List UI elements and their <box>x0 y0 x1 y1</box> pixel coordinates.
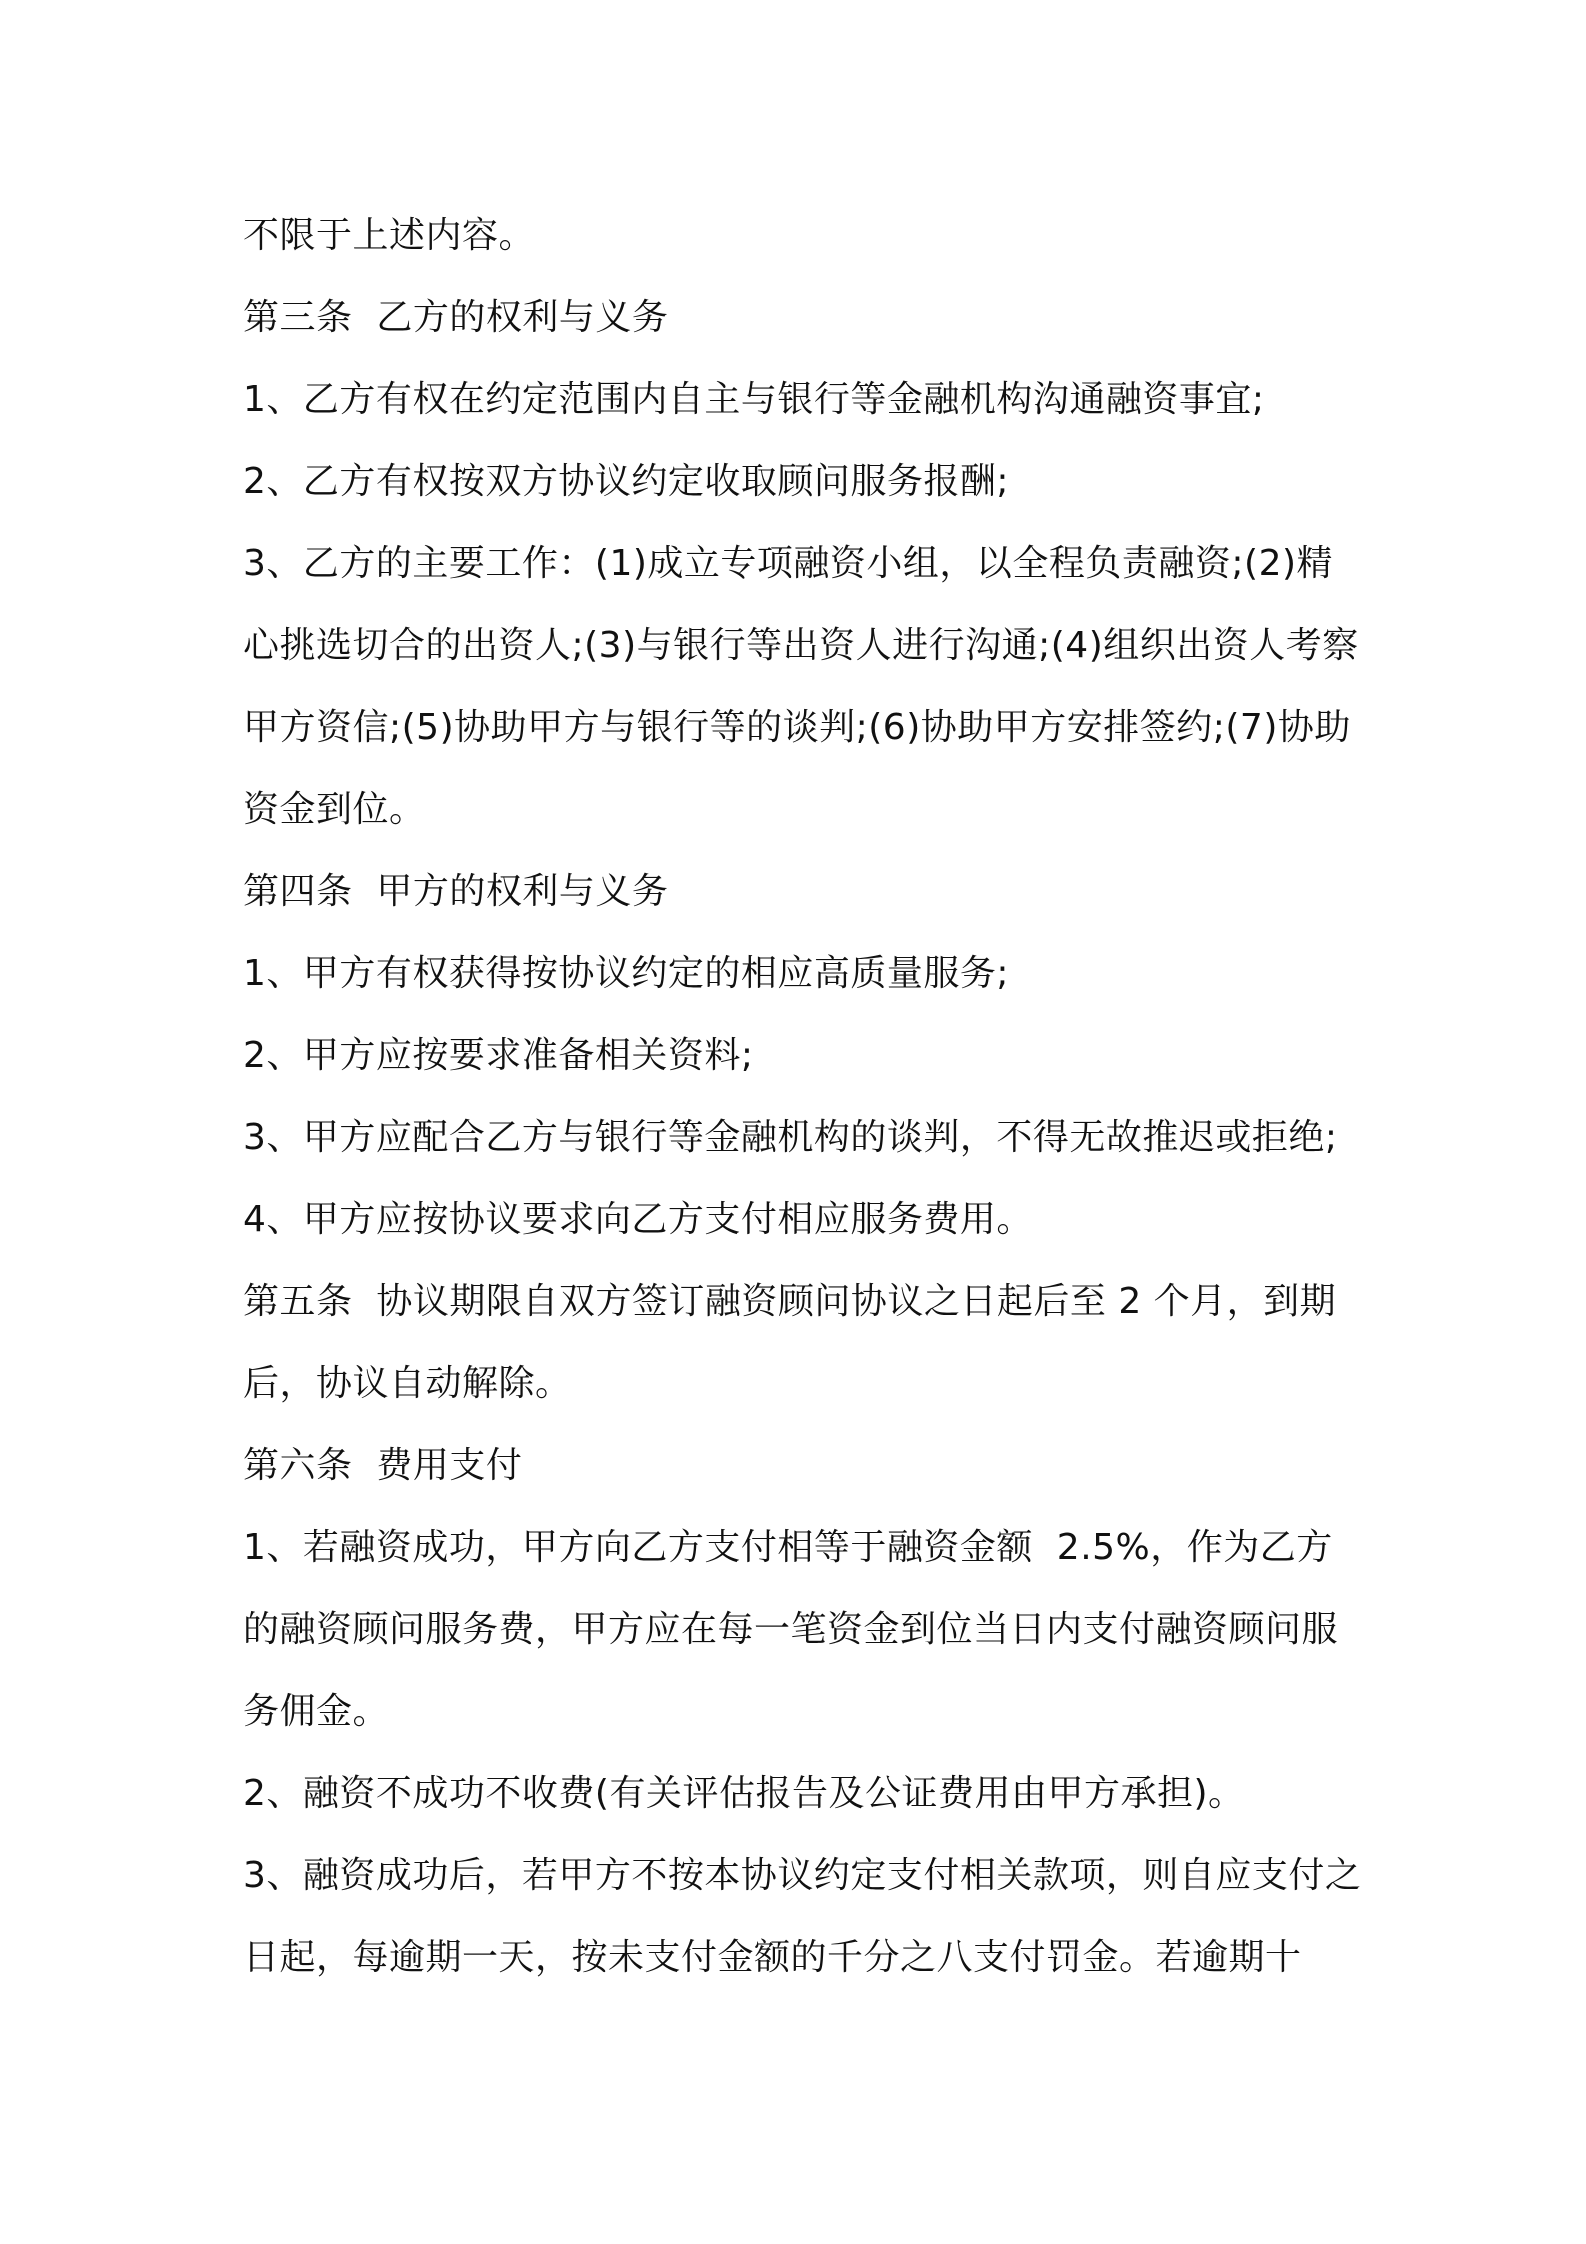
article-6-item-3: 3、融资成功后，若甲方不按本协议约定支付相关款项，则自应支付之日起，每逾期一天，按未支付金额的千分之八支付罚金。若逾期十 <box>243 1855 1362 1978</box>
article-6-heading: 第六条 费用支付 <box>243 1445 523 1486</box>
article-3-item-3: 3、乙方的主要工作：(1)成立专项融资小组，以全程负责融资;(2)精心挑选切合的出资人;(3)与银行等出资人进行沟通;(4)组织出资人考察甲方资信;(5)协助甲方与银行等的谈判;(6)协助甲方安排签约;(7)协助资金到位。 <box>243 543 1359 830</box>
article-6-item-2: 2、融资不成功不收费(有关评估报告及公证费用由甲方承担)。 <box>243 1773 1245 1814</box>
article-5: 第五条 协议期限自双方签订融资顾问协议之日起后至 2 个月，到期后，协议自动解除。 <box>243 1281 1337 1404</box>
article-4-item-1: 1、甲方有权获得按协议约定的相应高质量服务; <box>243 953 1010 994</box>
paragraph-continuation: 不限于上述内容。 <box>243 215 536 256</box>
article-4-heading: 第四条 甲方的权利与义务 <box>243 871 669 912</box>
article-4-item-2: 2、甲方应按要求准备相关资料; <box>243 1035 754 1076</box>
article-6-item-1: 1、若融资成功，甲方向乙方支付相等于融资金额 2.5%，作为乙方的融资顾问服务费，甲方应在每一笔资金到位当日内支付融资顾问服务佣金。 <box>243 1527 1339 1732</box>
article-4-item-3: 3、甲方应配合乙方与银行等金融机构的谈判，不得无故推迟或拒绝; <box>243 1117 1338 1158</box>
article-3-item-2: 2、乙方有权按双方协议约定收取顾问服务报酬; <box>243 461 1010 502</box>
article-3-heading: 第三条 乙方的权利与义务 <box>243 297 669 338</box>
article-3-item-1: 1、乙方有权在约定范围内自主与银行等金融机构沟通融资事宜; <box>243 379 1265 420</box>
article-4-item-4: 4、甲方应按协议要求向乙方支付相应服务费用。 <box>243 1199 1033 1240</box>
document-page <box>243 195 1363 1999</box>
